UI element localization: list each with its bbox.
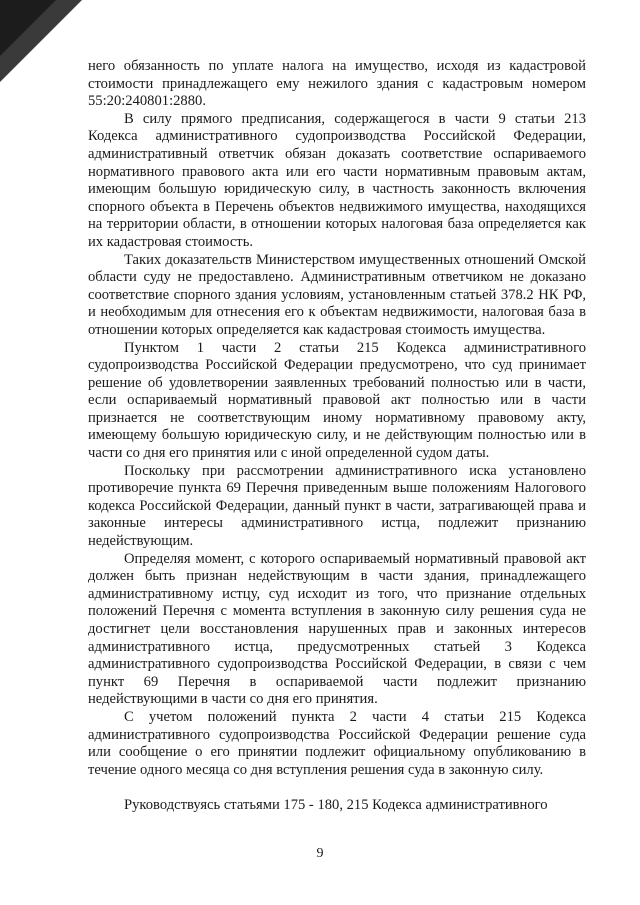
document-body [88, 58, 586, 815]
paragraph-2: В силу прямого предписания, содержащегося в части 9 статьи 213 Кодекса административного судопроизводства Российской Федерации, административный ответчик обязан доказать соответствие оспариваемого нормативного правового акта или его части нормативным правовым актам, имеющим большую юридическую силу, в частность законность включения спорного объекта в Перечень объектов недвижимого имущества, находящихся на территории области, в отношении которых налоговая база определяется как их кадастровая стоимость. [88, 110, 586, 250]
paragraph-1: него обязанность по уплате налога на имущество, исходя из кадастровой стоимости принадлежащего ему нежилого здания с кадастровым номером 55:20:240801:2880. [88, 58, 586, 110]
paragraph-8: Руководствуясь статьями 175 - 180, 215 Кодекса административного [124, 797, 548, 814]
paragraph-5: Поскольку при рассмотрении административного иска установлено противоречие пункта 69 Перечня приведенным выше положениям Налогового кодекса Российской Федерации, данный пункт в части, затрагивающей права и законные интересы административного истца, подлежит признанию недействующим. [88, 462, 586, 550]
scan-corner-fold [0, 0, 56, 56]
paragraph-6: Определяя момент, с которого оспариваемый нормативный правовой акт должен быть признан недействующим в части здания, принадлежащего административному истцу, суд исходит из того, что признание отдельных положений Перечня с момента вступления в законную силу решения суда не достигнет цели восстановления нарушенных прав и законных интересов административного истца, предусмотренных статьей 3 Кодекса административного судопроизводства Российской Федерации, в связи с чем пункт 69 Перечня в оспариваемой части подлежит признанию недействующими в части со дня его принятия. [88, 550, 586, 708]
page-number: 9 [316, 846, 324, 861]
paragraph-4: Пунктом 1 части 2 статьи 215 Кодекса административного судопроизводства Российской Федерации предусмотрено, что суд принимает решение об удовлетворении заявленных требований полностью или в части, если оспариваемый нормативный правовой акт полностью или в части признается не соответствующим иному нормативному правовому акту, имеющему большую юридическую силу, и не действующим полностью или в части со дня его принятия или с иной определенной судом даты. [88, 339, 586, 462]
paragraph-3: Таких доказательств Министерством имущественных отношений Омской области суду не предоставлено. Административным ответчиком не доказано соответствие спорного здания условиям, установленным статьей 378.2 НК РФ, и необходимым для отнесения его к объектам недвижимости, налоговая база в отношении которых определяется как кадастровая стоимость имущества. [88, 251, 586, 338]
paragraph-7: С учетом положений пункта 2 части 4 статьи 215 Кодекса административного судопроизводства Российской Федерации решение суда или сообщение о его принятии подлежит официальному опубликованию в течение одного месяца со дня вступления решения суда в законную силу. [88, 708, 586, 778]
